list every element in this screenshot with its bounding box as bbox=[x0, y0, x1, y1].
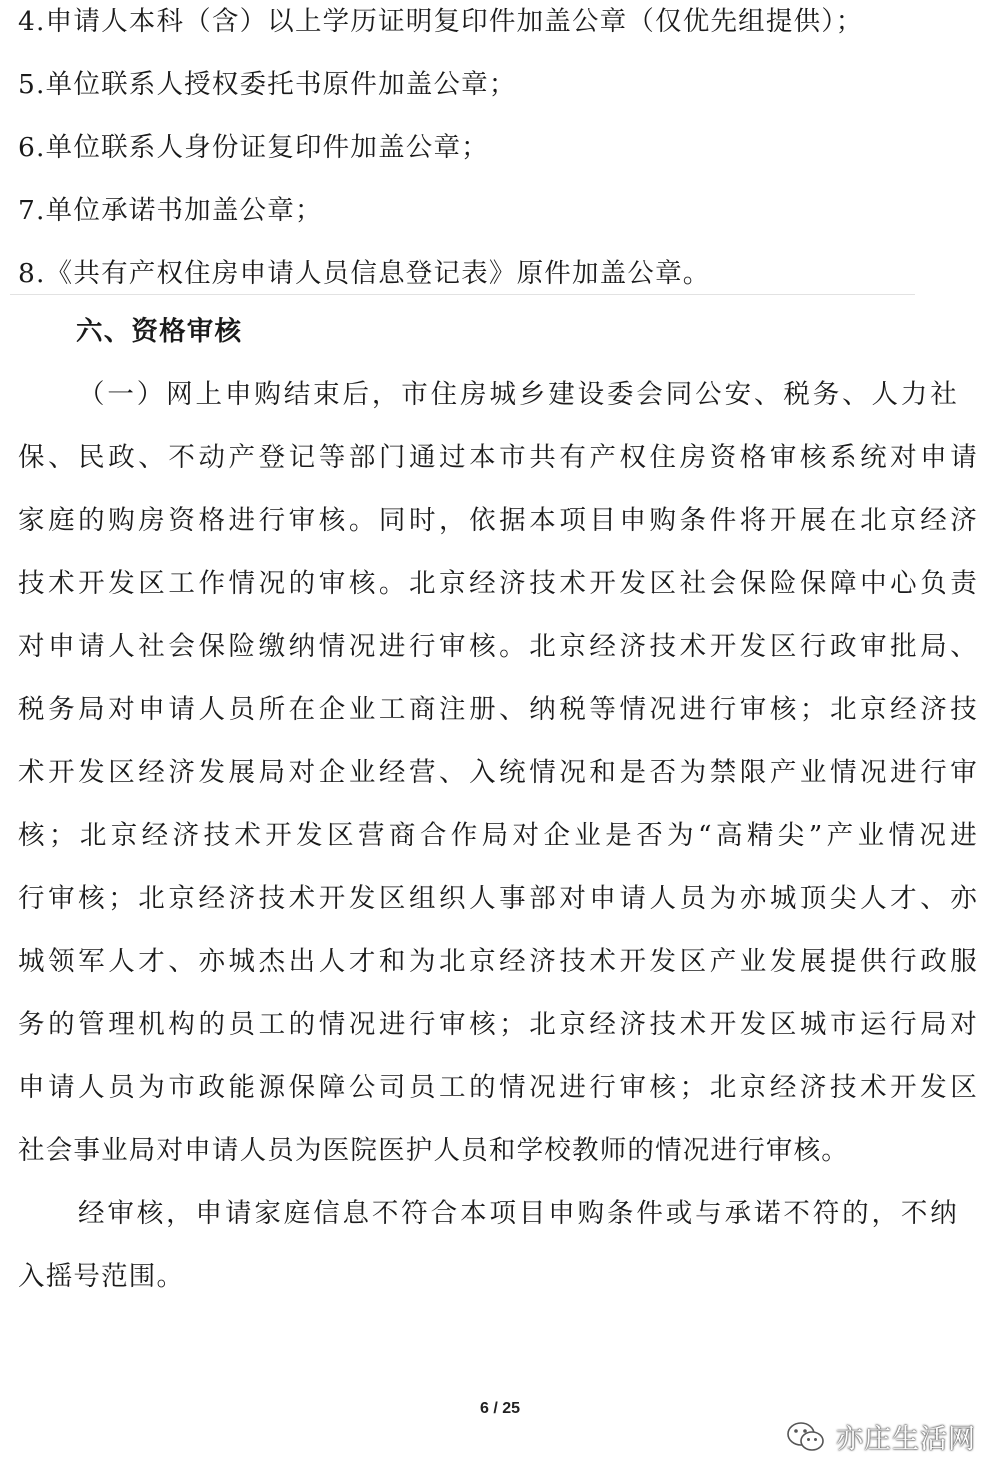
watermark bbox=[786, 1417, 976, 1456]
section-heading: 六、资格审核 bbox=[76, 316, 243, 347]
paragraph-line: 社会事业局对申请人员为医院医护人员和学校教师的情况进行审核。 bbox=[18, 1135, 849, 1166]
list-item-8: 8.《共有产权住房申请人员信息登记表》原件加盖公章。 bbox=[18, 258, 711, 289]
divider-line bbox=[10, 294, 915, 295]
list-item-4: 4.申请人本科（含）以上学历证明复印件加盖公章（仅优先组提供）； bbox=[18, 6, 864, 37]
wechat-icon bbox=[786, 1420, 826, 1454]
list-item-6: 6.单位联系人身份证复印件加盖公章； bbox=[18, 132, 489, 163]
paragraph-line: 申请人员为市政能源保障公司员工的情况进行审核；北京经济技术开发区 bbox=[18, 1072, 978, 1103]
paragraph-line: 经审核，申请家庭信息不符合本项目申购条件或与承诺不符的，不纳 bbox=[78, 1198, 958, 1229]
paragraph-line: 术开发区经济发展局对企业经营、入统情况和是否为禁限产业情况进行审 bbox=[18, 757, 978, 788]
paragraph-line: 行审核；北京经济技术开发区组织人事部对申请人员为亦城顶尖人才、亦 bbox=[18, 883, 978, 914]
paragraph-line: 技术开发区工作情况的审核。北京经济技术开发区社会保险保障中心负责 bbox=[18, 568, 978, 599]
paragraph-line: 入摇号范围。 bbox=[18, 1261, 185, 1292]
paragraph-line: （一）网上申购结束后，市住房城乡建设委会同公安、税务、人力社 bbox=[78, 379, 958, 410]
watermark-text: 亦庄生活网 bbox=[836, 1424, 976, 1455]
page-number: 6 / 25 bbox=[479, 1400, 521, 1417]
list-item-7: 7.单位承诺书加盖公章； bbox=[18, 195, 323, 226]
paragraph-line: 务的管理机构的员工的情况进行审核；北京经济技术开发区城市运行局对 bbox=[18, 1009, 978, 1040]
paragraph-line: 核；北京经济技术开发区营商合作局对企业是否为“高精尖”产业情况进 bbox=[18, 820, 978, 851]
paragraph-line: 城领军人才、亦城杰出人才和为北京经济技术开发区产业发展提供行政服 bbox=[18, 946, 978, 977]
paragraph-line: 家庭的购房资格进行审核。同时，依据本项目申购条件将开展在北京经济 bbox=[18, 505, 978, 536]
paragraph-line: 对申请人社会保险缴纳情况进行审核。北京经济技术开发区行政审批局、 bbox=[18, 631, 978, 662]
paragraph-line: 保、民政、不动产登记等部门通过本市共有产权住房资格审核系统对申请 bbox=[18, 442, 978, 473]
list-item-5: 5.单位联系人授权委托书原件加盖公章； bbox=[18, 69, 517, 100]
paragraph-line: 税务局对申请人员所在企业工商注册、纳税等情况进行审核；北京经济技 bbox=[18, 694, 978, 725]
